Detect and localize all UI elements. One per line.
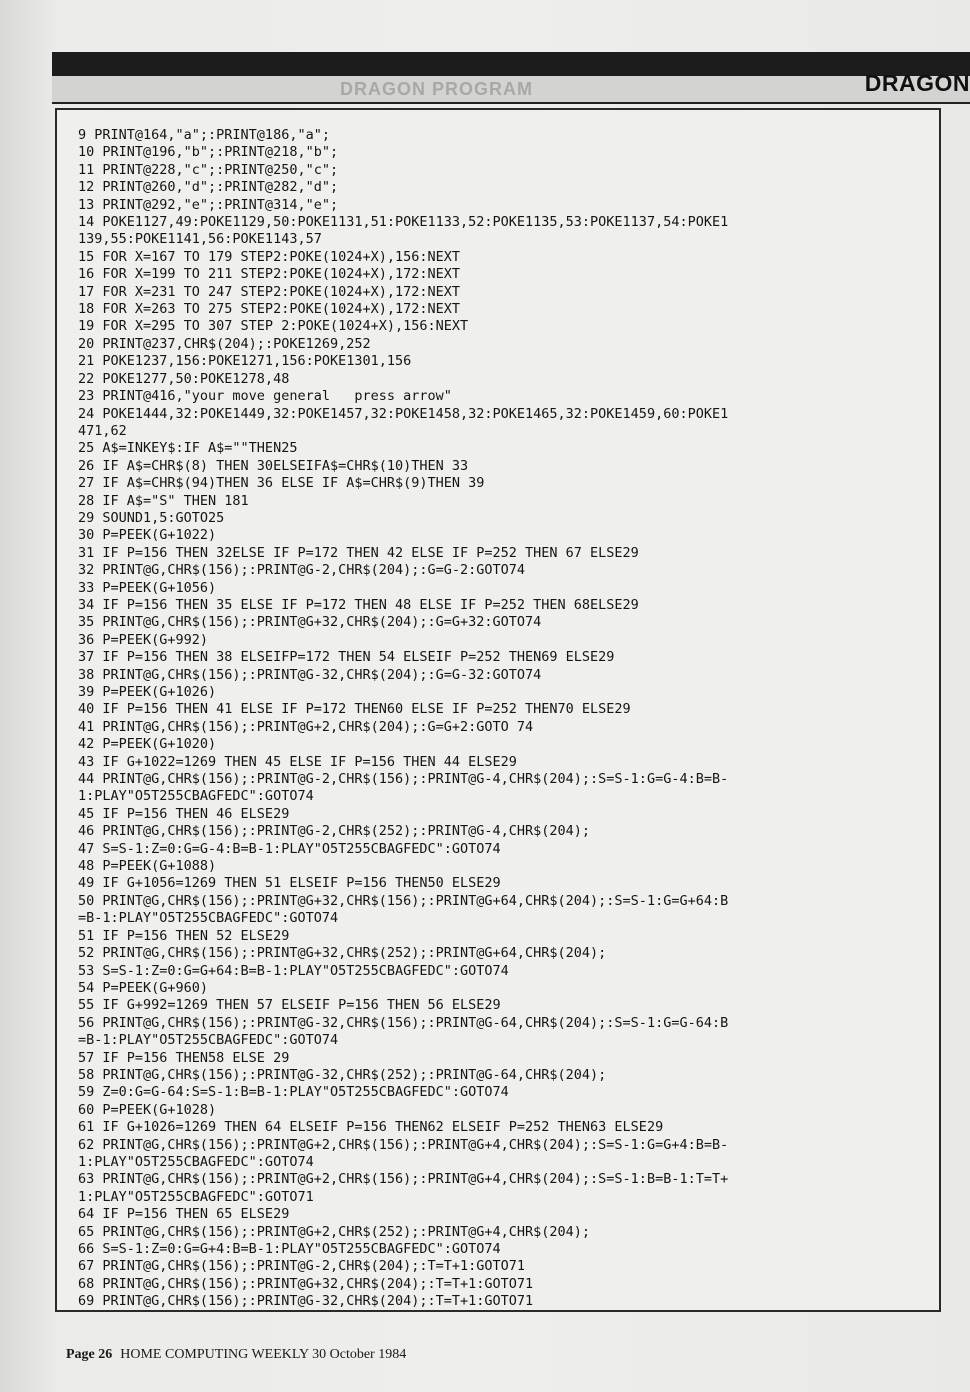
program-listing-box	[55, 108, 941, 1312]
code-line: 66 S=S-1:Z=0:G=G+4:B=B-1:PLAY"O5T255CBAGFEDC":GOTO74	[78, 1241, 501, 1257]
program-listing	[78, 127, 728, 1311]
code-line: 60 P=PEEK(G+1028)	[78, 1101, 217, 1118]
code-line: 42 P=PEEK(G+1020)	[78, 736, 217, 753]
page-number: Page 26	[66, 1347, 113, 1362]
header-ghost-text: DRAGON PROGRAM	[340, 79, 533, 99]
code-line: 67 PRINT@G,CHR$(156);:PRINT@G-2,CHR$(204);:T=T+1:GOTO71	[78, 1258, 526, 1275]
code-line: 35 PRINT@G,CHR$(156);:PRINT@G+32,CHR$(204);:G=G+32:GOTO74	[78, 614, 542, 631]
code-line: 471,62	[78, 422, 127, 439]
code-line: 16 FOR X=199 TO 211 STEP2:POKE(1024+X),172:NEXT	[78, 266, 461, 283]
code-line: 39 P=PEEK(G+1026)	[78, 684, 217, 700]
code-line: 139,55:POKE1141,56:POKE1143,57	[78, 231, 322, 248]
code-line: 15 FOR X=167 TO 179 STEP2:POKE(1024+X),156:NEXT	[78, 248, 461, 265]
code-line: 31 IF P=156 THEN 32ELSE IF P=172 THEN 42 ELSE IF P=252 THEN 67 ELSE29	[78, 544, 639, 561]
code-line: 47 S=S-1:Z=0:G=G-4:B=B-1:PLAY"O5T255CBAGFEDC":GOTO74	[78, 840, 501, 857]
code-line: 43 IF G+1022=1269 THEN 45 ELSE IF P=156 THEN 44 ELSE29	[78, 753, 517, 770]
code-line: =B-1:PLAY"O5T255CBAGFEDC":GOTO74	[78, 910, 339, 927]
code-line: 36 P=PEEK(G+992)	[78, 631, 209, 648]
code-line: 9 PRINT@164,"a";:PRINT@186,"a";	[78, 127, 330, 143]
code-line: 17 FOR X=231 TO 247 STEP2:POKE(1024+X),172:NEXT	[78, 283, 461, 300]
code-line: 69 PRINT@G,CHR$(156);:PRINT@G-32,CHR$(204);:T=T+1:GOTO71	[78, 1293, 534, 1310]
code-line: 14 POKE1127,49:POKE1129,50:POKE1131,51:POKE1133,52:POKE1135,53:POKE1137,54:POKE1	[78, 214, 729, 231]
code-line: 26 IF A$=CHR$(8) THEN 30ELSEIFA$=CHR$(10)THEN 33	[78, 457, 469, 474]
code-line: 53 S=S-1:Z=0:G=G+64:B=B-1:PLAY"O5T255CBAGFEDC":GOTO74	[78, 962, 509, 979]
header-black-bar	[52, 52, 970, 76]
code-line: 32 PRINT@G,CHR$(156);:PRINT@G-2,CHR$(204);:G=G-2:GOTO74	[78, 562, 526, 579]
code-line: 46 PRINT@G,CHR$(156);:PRINT@G-2,CHR$(252);:PRINT@G-4,CHR$(204);	[78, 823, 591, 840]
code-line: 55 IF G+992=1269 THEN 57 ELSEIF P=156 THEN 56 ELSE29	[78, 997, 501, 1014]
code-line: 48 P=PEEK(G+1088)	[78, 858, 217, 875]
code-line: 34 IF P=156 THEN 35 ELSE IF P=172 THEN 48 ELSE IF P=252 THEN 68ELSE29	[78, 596, 639, 613]
code-line: 29 SOUND1,5:GOTO25	[78, 509, 225, 526]
code-line: 20 PRINT@237,CHR$(204);:POKE1269,252	[78, 335, 371, 352]
section-title: DRAGON	[864, 70, 970, 96]
code-line: 59 Z=0:G=G-64:S=S-1:B=B-1:PLAY"O5T255CBAGFEDC":GOTO74	[78, 1084, 509, 1101]
code-line: 1:PLAY"O5T255CBAGFEDC":GOTO74	[78, 1153, 314, 1170]
code-line: 44 PRINT@G,CHR$(156);:PRINT@G-2,CHR$(156);:PRINT@G-4,CHR$(204);:S=S-1:G=G-4:B=B-	[78, 771, 729, 788]
code-line: =B-1:PLAY"O5T255CBAGFEDC":GOTO74	[78, 1032, 339, 1049]
code-line: 24 POKE1444,32:POKE1449,32:POKE1457,32:POKE1458,32:POKE1465,32:POKE1459,60:POKE1	[78, 405, 729, 422]
code-line: 51 IF P=156 THEN 52 ELSE29	[78, 927, 290, 944]
code-line: 49 IF G+1056=1269 THEN 51 ELSEIF P=156 THEN50 ELSE29	[78, 875, 501, 892]
code-line: 11 PRINT@228,"c";:PRINT@250,"c";	[78, 161, 339, 178]
code-line: 64 IF P=156 THEN 65 ELSE29	[78, 1206, 290, 1223]
code-line: 50 PRINT@G,CHR$(156);:PRINT@G+32,CHR$(156);:PRINT@G+64,CHR$(204);:S=S-1:G=G+64:B	[78, 892, 729, 909]
code-line: 1:PLAY"O5T255CBAGFEDC":GOTO71	[78, 1188, 314, 1205]
code-line: 40 IF P=156 THEN 41 ELSE IF P=172 THEN60 ELSE IF P=252 THEN70 ELSE29	[78, 701, 631, 718]
page-footer	[66, 1347, 406, 1363]
code-line: 21 POKE1237,156:POKE1271,156:POKE1301,156	[78, 353, 412, 370]
code-line: 10 PRINT@196,"b";:PRINT@218,"b";	[78, 144, 339, 161]
code-line: 45 IF P=156 THEN 46 ELSE29	[78, 805, 290, 822]
code-line: 18 FOR X=263 TO 275 STEP2:POKE(1024+X),172:NEXT	[78, 301, 461, 318]
code-line: 23 PRINT@416,"your move general press arrow"	[78, 388, 452, 405]
code-line: 63 PRINT@G,CHR$(156);:PRINT@G+2,CHR$(156);:PRINT@G+4,CHR$(204);:S=S-1:B=B-1:T=T+	[78, 1171, 729, 1188]
code-line: 62 PRINT@G,CHR$(156);:PRINT@G+2,CHR$(156);:PRINT@G+4,CHR$(204);:S=S-1:G=G+4:B=B-	[78, 1136, 729, 1153]
code-line: 12 PRINT@260,"d";:PRINT@282,"d";	[78, 179, 339, 196]
code-line: 52 PRINT@G,CHR$(156);:PRINT@G+32,CHR$(252);:PRINT@G+64,CHR$(204);	[78, 945, 607, 962]
code-line: 33 P=PEEK(G+1056)	[78, 579, 217, 596]
publication-info: HOME COMPUTING WEEKLY 30 October 1984	[120, 1347, 407, 1362]
code-line: 1:PLAY"O5T255CBAGFEDC":GOTO74	[78, 788, 314, 805]
code-line: 37 IF P=156 THEN 38 ELSEIFP=172 THEN 54 ELSEIF P=252 THEN69 ELSE29	[78, 649, 615, 666]
code-line: 25 A$=INKEY$:IF A$=""THEN25	[78, 440, 298, 457]
code-line: 57 IF P=156 THEN58 ELSE 29	[78, 1049, 290, 1066]
code-line: 13 PRINT@292,"e";:PRINT@314,"e";	[78, 196, 339, 213]
code-line: 19 FOR X=295 TO 307 STEP 2:POKE(1024+X),156:NEXT	[78, 318, 469, 335]
code-line: 30 P=PEEK(G+1022)	[78, 527, 217, 544]
code-line: 58 PRINT@G,CHR$(156);:PRINT@G-32,CHR$(252);:PRINT@G-64,CHR$(204);	[78, 1066, 607, 1083]
code-line: 54 P=PEEK(G+960)	[78, 979, 209, 996]
code-line: 38 PRINT@G,CHR$(156);:PRINT@G-32,CHR$(204);:G=G-32:GOTO74	[78, 666, 542, 683]
code-line: 68 PRINT@G,CHR$(156);:PRINT@G+32,CHR$(204);:T=T+1:GOTO71	[78, 1275, 534, 1292]
code-line: 28 IF A$="S" THEN 181	[78, 492, 249, 509]
code-line: 56 PRINT@G,CHR$(156);:PRINT@G-32,CHR$(156);:PRINT@G-64,CHR$(204);:S=S-1:G=G-64:B	[78, 1014, 729, 1031]
code-line: 61 IF G+1026=1269 THEN 64 ELSEIF P=156 THEN62 ELSEIF P=252 THEN63 ELSE29	[78, 1119, 664, 1136]
code-line: 65 PRINT@G,CHR$(156);:PRINT@G+2,CHR$(252);:PRINT@G+4,CHR$(204);	[78, 1223, 591, 1240]
code-line: 22 POKE1277,50:POKE1278,48	[78, 370, 290, 387]
code-line: 41 PRINT@G,CHR$(156);:PRINT@G+2,CHR$(204);:G=G+2:GOTO 74	[78, 718, 534, 735]
code-line: 27 IF A$=CHR$(94)THEN 36 ELSE IF A$=CHR$(9)THEN 39	[78, 475, 485, 492]
